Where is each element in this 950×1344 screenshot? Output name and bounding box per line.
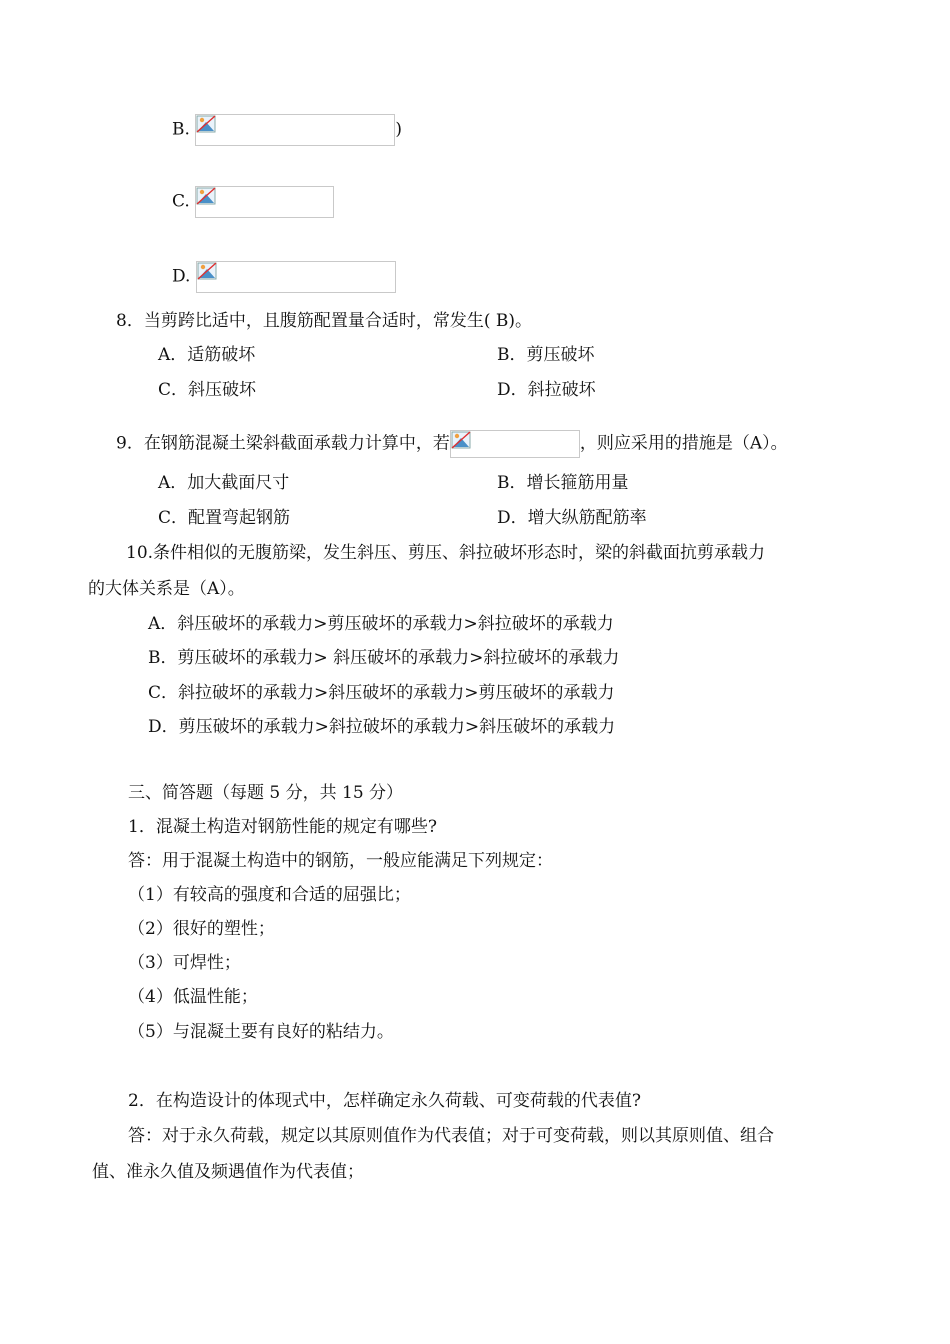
q7-option-c xyxy=(172,186,334,218)
q9-option-c: C．配置弯起钢筋 xyxy=(158,508,291,528)
answer-2-line2: 值、准永久值及频遇值作为代表值； xyxy=(92,1162,364,1182)
q8-option-c: C．斜压破坏 xyxy=(158,380,257,400)
option-letter: D. xyxy=(172,266,191,287)
answer-1-item: （1）有较高的强度和合适的屈强比； xyxy=(128,885,411,905)
q9-stem-after: ，则应采用的措施是（A）。 xyxy=(579,433,788,454)
answer-1-item: （4）低温性能； xyxy=(128,987,258,1007)
formula-image-placeholder xyxy=(450,430,580,458)
answer-1-item: （2）很好的塑性； xyxy=(128,919,275,939)
formula-image-placeholder xyxy=(195,186,334,218)
broken-image-icon xyxy=(196,187,216,205)
q7-option-b xyxy=(172,114,402,146)
question-1: 1．混凝土构造对钢筋性能的规定有哪些? xyxy=(128,817,437,837)
q10-option-a: A．斜压破坏的承载力>剪压破坏的承载力>斜拉破坏的承载力 xyxy=(148,614,614,634)
q8-option-d: D．斜拉破坏 xyxy=(497,380,596,400)
formula-image-placeholder xyxy=(196,261,396,293)
q9-stem-before: 9．在钢筋混凝土梁斜截面承载力计算中，若 xyxy=(116,433,450,454)
broken-image-icon xyxy=(197,262,217,280)
broken-image-icon xyxy=(451,431,471,449)
section-heading: 三、简答题（每题 5 分，共 15 分） xyxy=(128,783,404,803)
q8-stem: 8．当剪跨比适中，且腹筋配置量合适时，常发生( B)。 xyxy=(116,311,532,331)
answer-1-item: （3）可焊性； xyxy=(128,953,241,973)
q8-option-b: B．剪压破坏 xyxy=(497,345,595,365)
option-letter: C. xyxy=(172,191,190,212)
q9-option-d: D．增大纵筋配筋率 xyxy=(497,508,647,528)
broken-image-icon xyxy=(196,115,216,133)
q10-option-c: C．斜拉破坏的承载力>斜压破坏的承载力>剪压破坏的承载力 xyxy=(148,683,615,703)
answer-2-line1: 答：对于永久荷载，规定以其原则值作为代表值；对于可变荷载，则以其原则值、组合 xyxy=(128,1126,774,1146)
q10-stem-line2: 的大体关系是（A）。 xyxy=(88,579,245,599)
answer-1-item: （5）与混凝土要有良好的粘结力。 xyxy=(128,1022,394,1042)
q8-option-a: A．适筋破坏 xyxy=(158,345,256,365)
q9-option-b: B．增长箍筋用量 xyxy=(497,473,629,493)
q10-stem-line1: 10.条件相似的无腹筋梁，发生斜压、剪压、斜拉破坏形态时，梁的斜截面抗剪承载力 xyxy=(126,543,766,563)
q10-option-b: B．剪压破坏的承载力> 斜压破坏的承载力>斜拉破坏的承载力 xyxy=(148,648,620,668)
q9-option-a: A．加大截面尺寸 xyxy=(158,473,290,493)
answer-1-intro: 答：用于混凝土构造中的钢筋，一般应能满足下列规定： xyxy=(128,851,553,871)
option-suffix: ) xyxy=(395,119,402,140)
question-2: 2．在构造设计的体现式中，怎样确定永久荷载、可变荷载的代表值? xyxy=(128,1091,641,1111)
q7-option-d xyxy=(172,261,396,293)
q10-option-d: D．剪压破坏的承载力>斜拉破坏的承载力>斜压破坏的承载力 xyxy=(148,717,616,737)
q9-stem xyxy=(116,430,788,458)
formula-image-placeholder xyxy=(195,114,395,146)
option-letter: B. xyxy=(172,119,190,140)
